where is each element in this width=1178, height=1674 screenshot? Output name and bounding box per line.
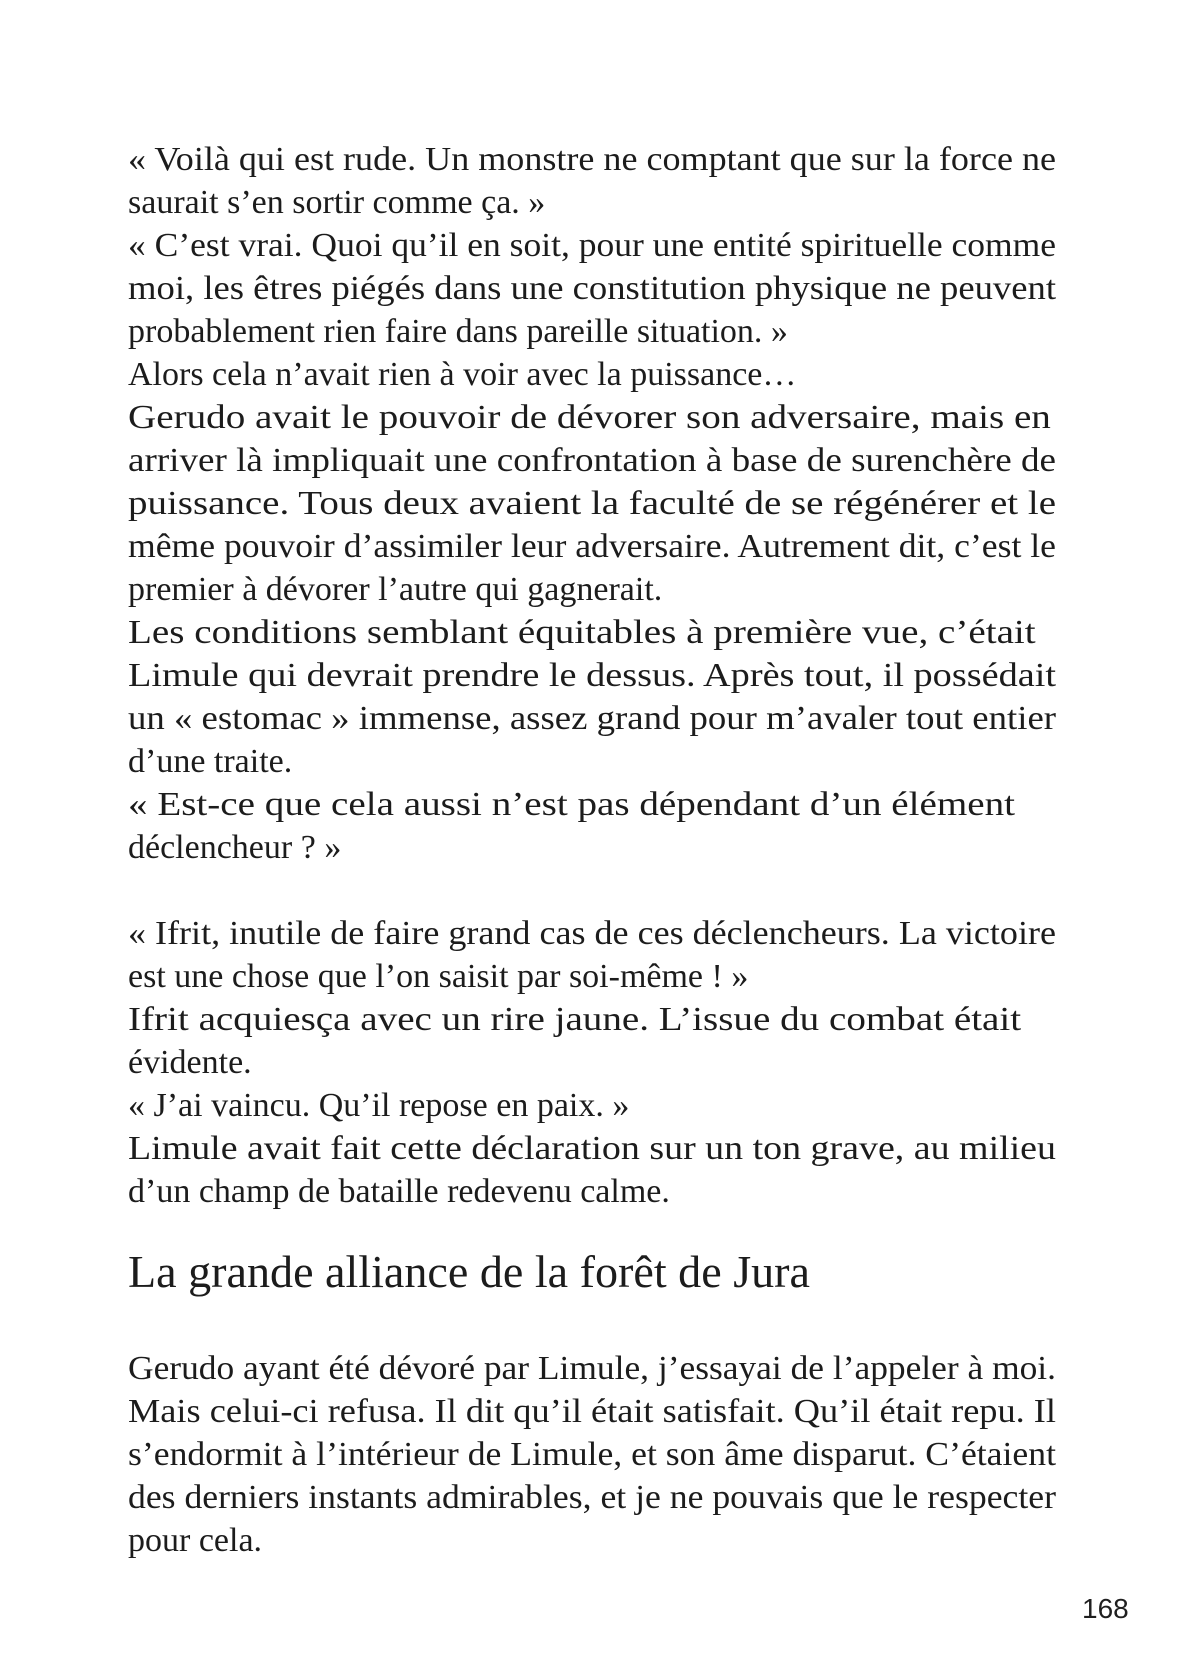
text-line-content: « Ifrit, inutile de faire grand cas de ces déclencheurs. La victoire (128, 915, 1056, 952)
text-line (128, 568, 1056, 611)
text-line-content: arriver là impliquait une confrontation à base de surenchère de (128, 442, 1056, 479)
text-line (128, 783, 1056, 826)
text-line-content: des derniers instants admirables, et je ne pouvais que le respecter (128, 1479, 1056, 1516)
text-line (128, 955, 1056, 998)
text-line (128, 654, 1056, 697)
text-line (128, 525, 1056, 568)
text-line-content: puissance. Tous deux avaient la faculté de se régénérer et le (128, 485, 1056, 522)
text-line-content: « C’est vrai. Quoi qu’il en soit, pour une entité spirituelle comme (128, 227, 1056, 264)
text-line-content: « Est-ce que cela aussi n’est pas dépendant d’un élément (128, 786, 1016, 823)
text-line (128, 1127, 1056, 1170)
text-line-content: « Voilà qui est rude. Un monstre ne comptant que sur la force ne (128, 141, 1056, 178)
text-line (128, 439, 1056, 482)
text-line-content: s’endormit à l’intérieur de Limule, et son âme disparut. C’étaient (128, 1436, 1056, 1473)
text-line-content: premier à dévorer l’autre qui gagnerait. (128, 571, 663, 608)
body-text-section-1 (128, 138, 1056, 1213)
text-line-content: Mais celui-ci refusa. Il dit qu’il était satisfait. Qu’il était repu. Il (128, 1393, 1056, 1430)
section-heading (128, 1244, 809, 1300)
page-number: 168 (1082, 1593, 1129, 1624)
text-line-content: Limule qui devrait prendre le dessus. Après tout, il possédait (128, 657, 1056, 694)
text-line (128, 224, 1056, 267)
text-line-content: d’un champ de bataille redevenu calme. (128, 1173, 670, 1210)
text-line-content: probablement rien faire dans pareille situation. » (128, 313, 788, 350)
text-line (128, 1347, 1056, 1390)
text-line-content: Gerudo avait le pouvoir de dévorer son adversaire, mais en (128, 399, 1051, 436)
text-line (128, 181, 1056, 224)
text-line (128, 611, 1056, 654)
text-line (128, 1476, 1056, 1519)
paragraph-gap (128, 869, 1056, 912)
text-line (128, 396, 1056, 439)
text-line-content: est une chose que l’on saisit par soi-même ! » (128, 958, 749, 995)
text-line-content: d’une traite. (128, 743, 293, 780)
text-line-content: un « estomac » immense, assez grand pour m’avaler tout entier (128, 700, 1056, 737)
text-line (128, 310, 1056, 353)
text-line (128, 1041, 1056, 1084)
text-line-content: pour cela. (128, 1522, 263, 1559)
text-line (128, 740, 1056, 783)
text-line-content: moi, les êtres piégés dans une constitution physique ne peuvent (128, 270, 1056, 307)
text-line-content: saurait s’en sortir comme ça. » (128, 184, 546, 221)
text-line-content: Alors cela n’avait rien à voir avec la puissance… (128, 356, 797, 393)
text-line (128, 697, 1056, 740)
text-line (128, 998, 1056, 1041)
text-line-content: même pouvoir d’assimiler leur adversaire. Autrement dit, c’est le (128, 528, 1056, 565)
text-line (128, 1433, 1056, 1476)
text-line (128, 138, 1056, 181)
text-line-content: Gerudo ayant été dévoré par Limule, j’essayai de l’appeler à moi. (128, 1350, 1056, 1387)
text-line (128, 826, 1056, 869)
text-line (128, 1084, 1056, 1127)
text-line-content: « J’ai vaincu. Qu’il repose en paix. » (128, 1087, 630, 1124)
text-line (128, 267, 1056, 310)
text-line-content: Ifrit acquiesça avec un rire jaune. L’issue du combat était (128, 1001, 1022, 1038)
text-line (128, 1519, 1056, 1562)
body-text-section-2 (128, 1347, 1056, 1562)
text-line (128, 1170, 1056, 1213)
text-line (128, 912, 1056, 955)
text-line-content: évidente. (128, 1044, 252, 1081)
text-line (128, 353, 1056, 396)
text-line-content: Limule avait fait cette déclaration sur un ton grave, au milieu (128, 1130, 1056, 1167)
text-line-content: Les conditions semblant équitables à première vue, c’était (128, 614, 1036, 651)
text-line (128, 1390, 1056, 1433)
text-line (128, 482, 1056, 525)
section-heading-text: La grande alliance de la forêt de Jura (128, 1246, 810, 1297)
text-line-content: déclencheur ? » (128, 829, 342, 866)
